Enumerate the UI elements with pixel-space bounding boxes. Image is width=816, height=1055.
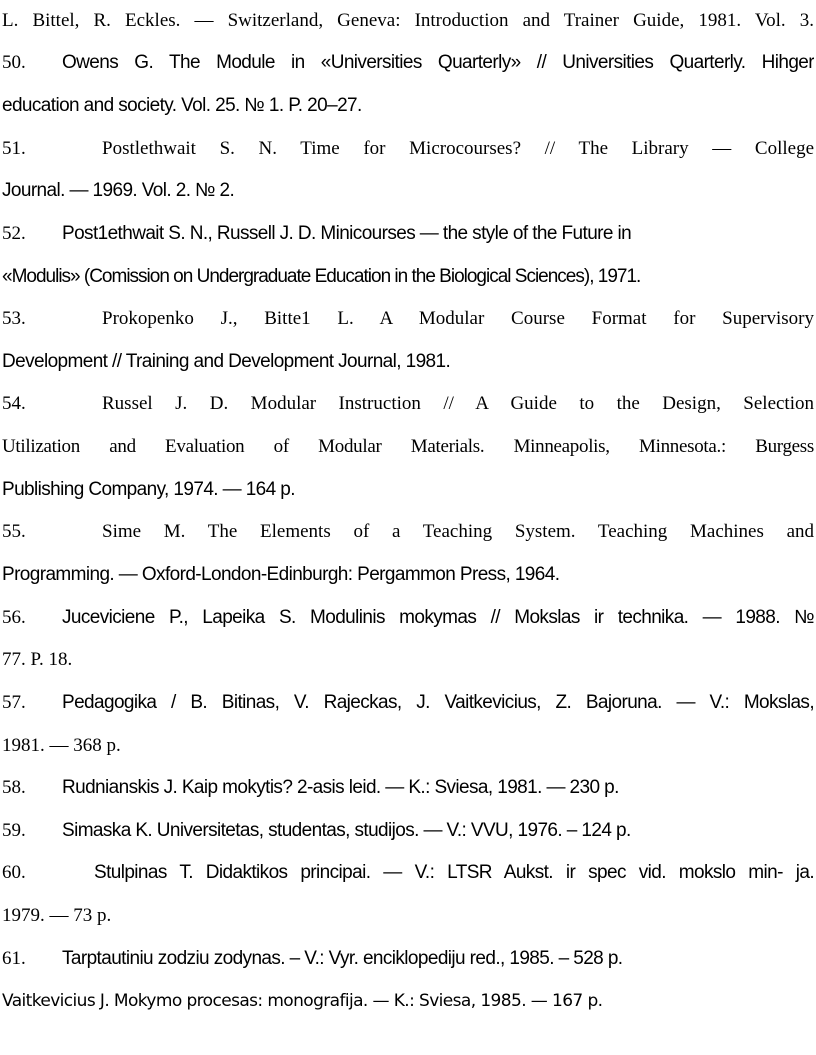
reference-56-line-2 <box>2 639 814 682</box>
reference-54-line-1 <box>2 383 814 426</box>
reference-50-line-1 <box>2 42 814 85</box>
reference-55-line-1 <box>2 511 814 554</box>
reference-text: Utilization and Evaluation of Modular Materials. Minneapolis, Minnesota.: Burgess <box>2 436 814 457</box>
reference-continuation-line <box>2 0 814 43</box>
reference-57-line-2 <box>2 725 814 768</box>
reference-54-line-3 <box>2 469 814 512</box>
reference-53-line-1 <box>2 298 814 341</box>
reference-text: 1981. — 368 p. <box>2 735 121 756</box>
reference-56-line-1 <box>2 597 814 640</box>
reference-57-line-1 <box>2 682 814 725</box>
reference-number: 57. <box>2 692 26 713</box>
reference-53-line-2 <box>2 341 814 384</box>
reference-text: Postlethwait S. N. Time for Microcourses? // The Library — College <box>102 138 814 159</box>
reference-number: 59. <box>2 820 26 841</box>
reference-text: Programming. — Oxford-London-Edinburgh: Pergammon Press, 1964. <box>2 564 560 585</box>
reference-text: Simaska K. Universitetas, studentas, studijos. — V.: VVU, 1976. – 124 p. <box>62 820 631 841</box>
reference-52-line-2 <box>2 256 814 299</box>
reference-text: Stulpinas T. Didaktikos principai. — V.: LTSR Aukst. ir spec vid. mokslo min- ja. <box>94 862 814 883</box>
reference-number: 50. <box>2 52 26 73</box>
reference-trailing-line <box>2 980 814 1023</box>
reference-number: 51. <box>2 138 26 159</box>
reference-52-line-1 <box>2 213 814 256</box>
reference-text: education and society. Vol. 25. № 1. P. 20–27. <box>2 95 362 116</box>
reference-text: L. Bittel, R. Eckles. — Switzerland, Geneva: Introduction and Trainer Guide, 1981. Vol. 3. <box>2 10 814 31</box>
reference-60-line-1 <box>2 852 814 895</box>
reference-text: Development // Training and Development Journal, 1981. <box>2 351 451 372</box>
reference-text: Juceviciene P., Lapeika S. Modulinis mokymas // Mokslas ir technika. — 1988. № <box>62 607 814 628</box>
reference-number: 54. <box>2 393 26 414</box>
reference-51-line-2 <box>2 170 814 213</box>
reference-50-line-2 <box>2 85 814 128</box>
reference-text: 77. P. 18. <box>2 649 73 670</box>
reference-59-line-1 <box>2 810 814 853</box>
reference-text: Publishing Company, 1974. — 164 p. <box>2 479 295 500</box>
reference-58-line-1 <box>2 767 814 810</box>
reference-number: 52. <box>2 223 26 244</box>
reference-text: 1979. — 73 p. <box>2 905 112 926</box>
reference-text: Rudnianskis J. Kaip mokytis? 2-asis leid. — K.: Sviesa, 1981. — 230 p. <box>62 777 619 798</box>
reference-text: Pedagogika / B. Bitinas, V. Rajeckas, J. Vaitkevicius, Z. Bajoruna. — V.: Mokslas, <box>62 692 814 713</box>
reference-text: Journal. — 1969. Vol. 2. № 2. <box>2 180 235 201</box>
reference-text: Tarptautiniu zodziu zodynas. – V.: Vyr. enciklopediju red., 1985. – 528 p. <box>62 948 623 969</box>
reference-text: Vaitkevicius J. Mokymo procesas: monografija. — K.: Sviesa, 1985. — 167 p. <box>2 991 603 1011</box>
reference-number: 56. <box>2 607 26 628</box>
reference-text: Owens G. The Module in «Universities Quarterly» // Universities Quarterly. Hihger <box>62 52 814 73</box>
reference-number: 55. <box>2 521 26 542</box>
reference-51-line-1 <box>2 128 814 171</box>
reference-60-line-2 <box>2 895 814 938</box>
reference-text: Prokopenko J., Bitte1 L. A Modular Course Format for Supervisory <box>102 308 814 329</box>
reference-61-line-1 <box>2 938 814 981</box>
reference-text: Post1ethwait S. N., Russell J. D. Minicourses — the style of the Future in <box>62 223 632 244</box>
reference-text: Sime M. The Elements of a Teaching System. Teaching Machines and <box>102 521 814 542</box>
reference-55-line-2 <box>2 554 814 597</box>
reference-number: 60. <box>2 862 26 883</box>
reference-number: 58. <box>2 777 26 798</box>
reference-text: Russel J. D. Modular Instruction // A Guide to the Design, Selection <box>102 393 814 414</box>
reference-number: 53. <box>2 308 26 329</box>
reference-text: «Modulis» (Comission on Undergraduate Education in the Biological Sciences), 1971. <box>2 266 641 287</box>
reference-number: 61. <box>2 948 26 969</box>
reference-54-line-2 <box>2 426 814 469</box>
